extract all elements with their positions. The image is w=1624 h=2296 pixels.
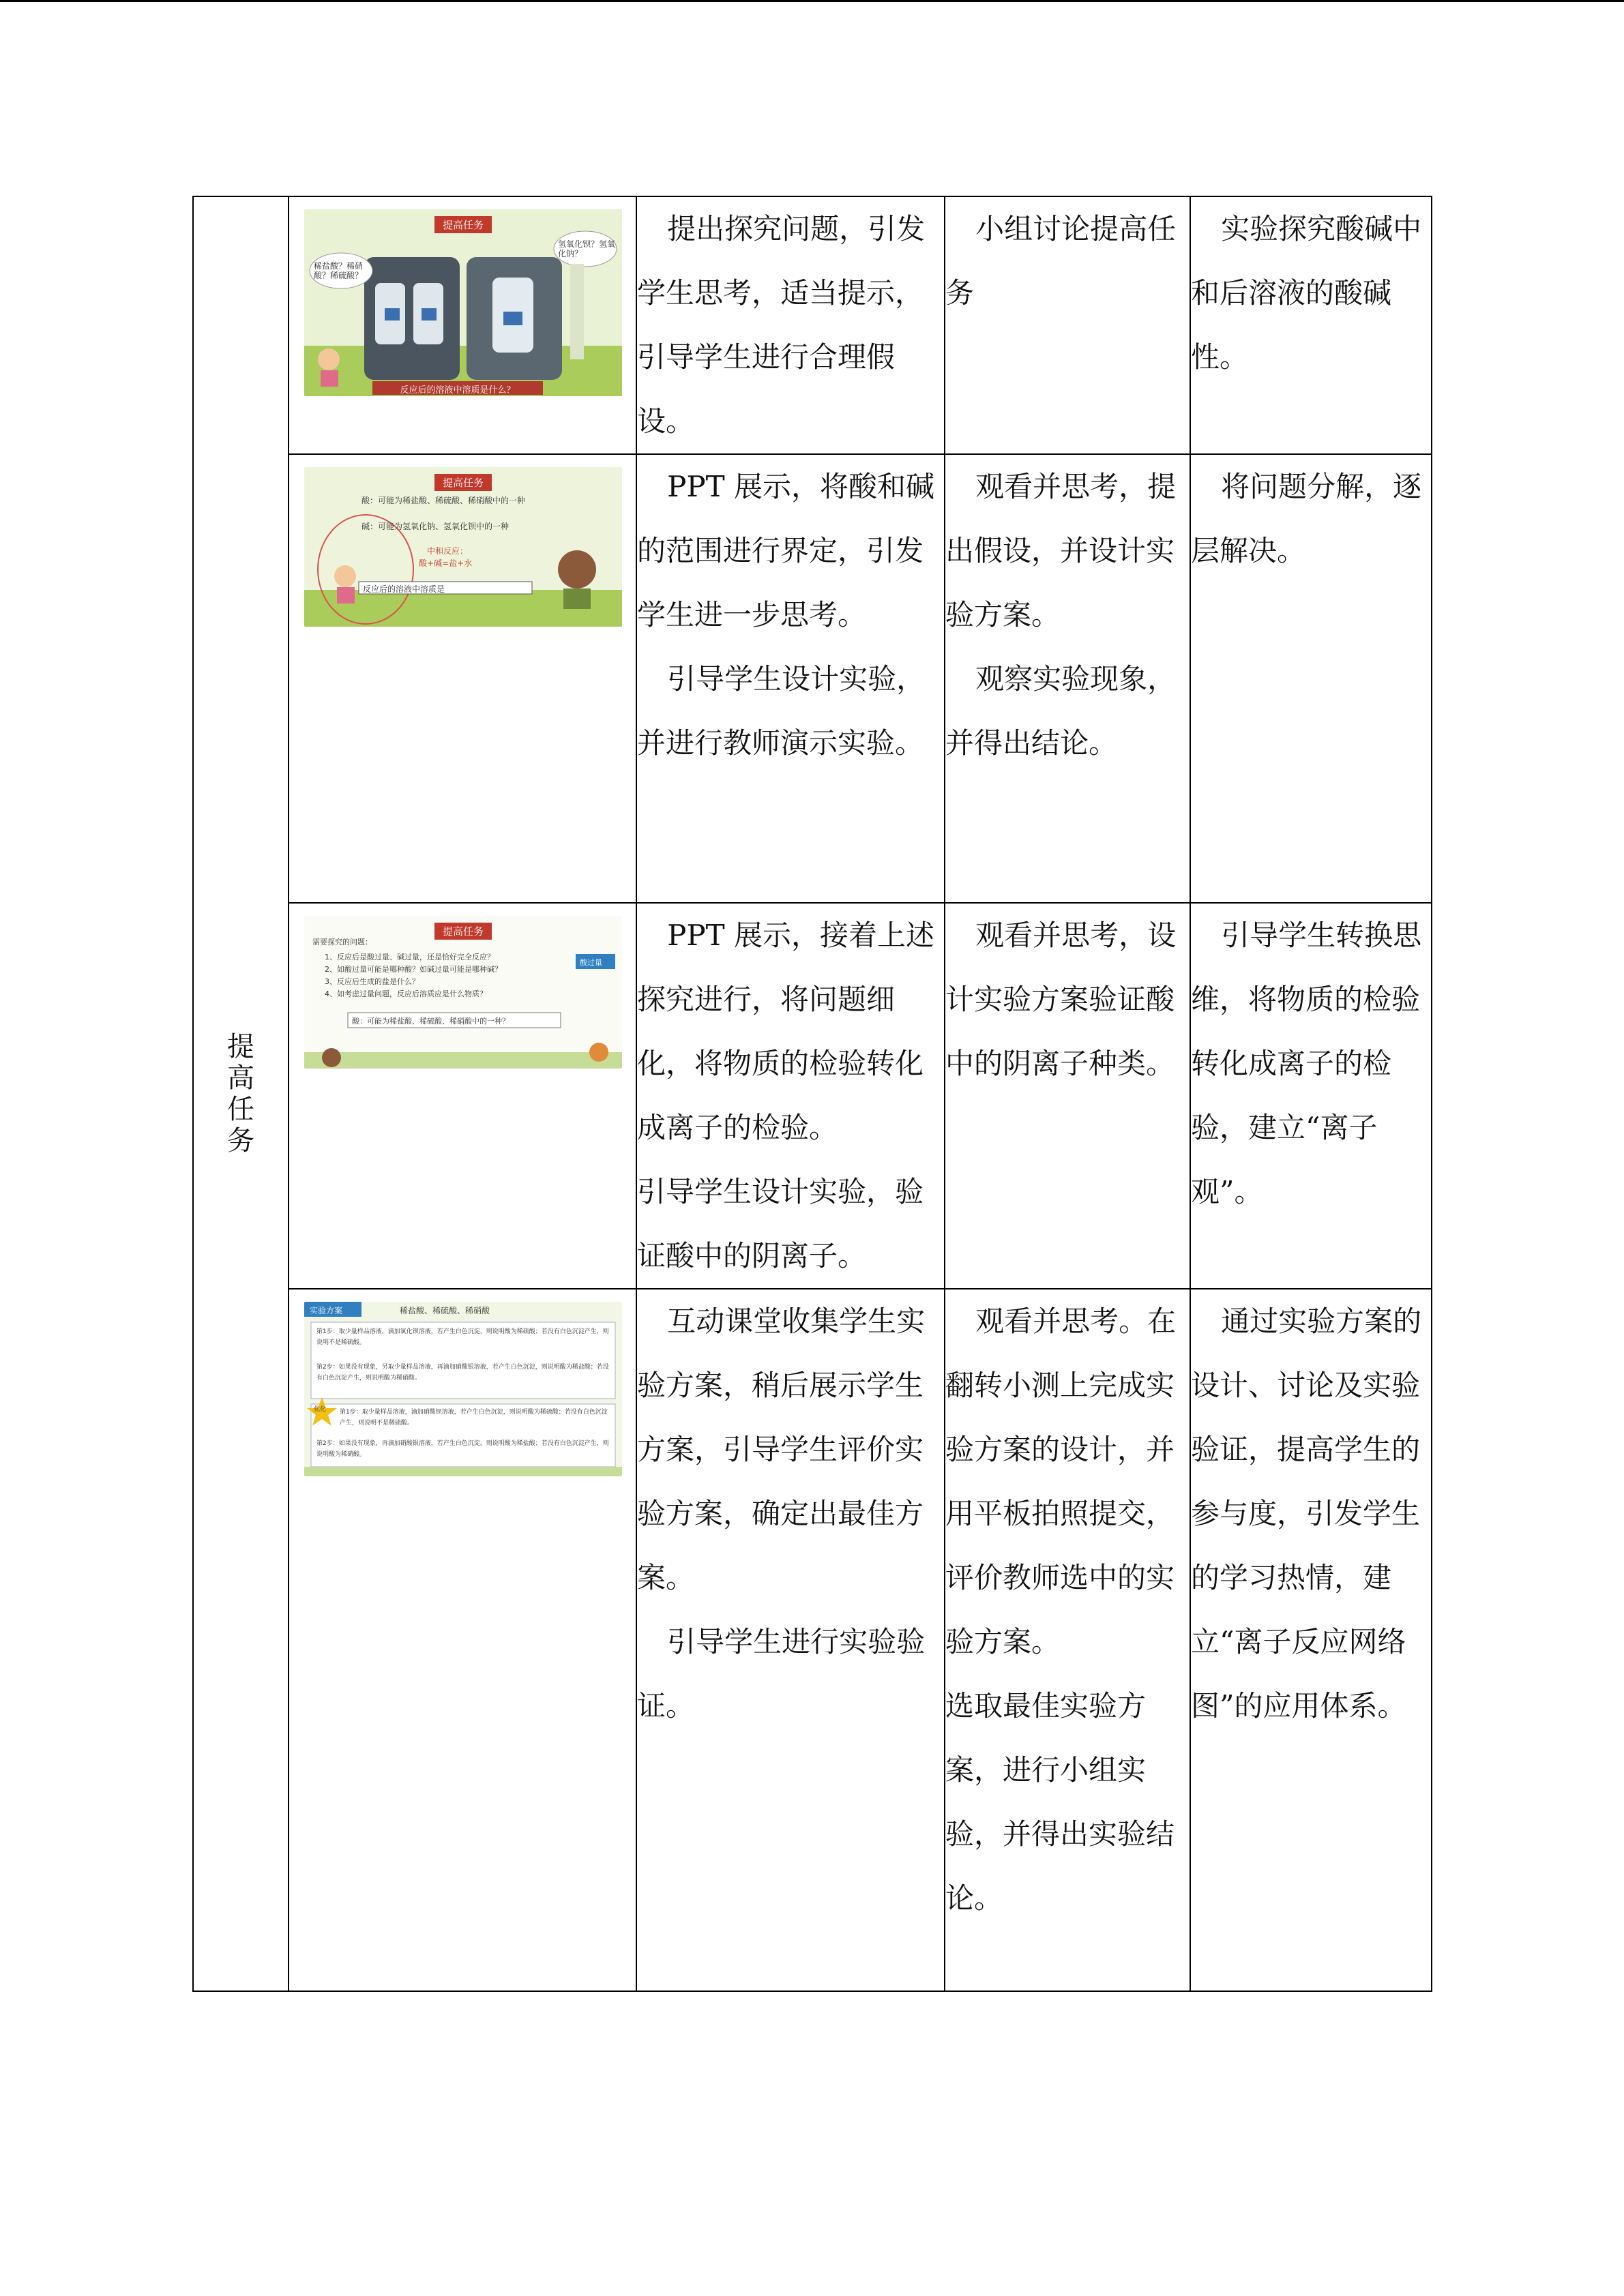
slide-line: 碱：可能为氢氧化钠、氢氧化钡中的一种 <box>361 522 510 531</box>
design-intent-cell <box>1190 1289 1432 1991</box>
slide-badge: 酸过量 <box>580 958 602 967</box>
student-activity-text: 观看并思考，提出假设，并设计实验方案。 <box>945 470 1177 631</box>
teacher-activity-cell <box>636 1289 945 1991</box>
slide-cell <box>289 454 636 903</box>
design-intent-text: 通过实验方案的设计、讨论及实验验证，提高学生的参与度，引发学生的学习热情，建立“离子反应网络图”的应用体系。 <box>1191 1304 1422 1723</box>
slide-title: 提高任务 <box>434 923 492 940</box>
student-activity-text: 观看并思考，设计实验方案验证酸中的阴离子种类。 <box>945 919 1177 1080</box>
student-activity-text: 选取最佳实验方案，进行小组实验，并得出实验结论。 <box>945 1689 1175 1915</box>
slide-step: 第2步：如果没有现象，另取少量样品溶液，再滴加硝酸银溶液，若产生白色沉淀，则说明酸为稀盐酸；若没有白色沉淀产生，则说明酸为稀硝酸。 <box>316 1364 609 1382</box>
student-activity-cell <box>945 903 1190 1289</box>
slide-1-art <box>304 209 622 396</box>
slide-footer: 反应后的溶液中溶质是什么？ <box>400 385 516 396</box>
slide-thumbnail-3 <box>304 916 622 1069</box>
student-activity-cell <box>945 454 1190 903</box>
teacher-activity-text: 引导学生进行实验验证。 <box>637 1625 926 1723</box>
slide-thumbnail-4 <box>304 1302 622 1476</box>
slide-footer: 反应后的溶液中溶质是 <box>363 584 445 594</box>
teacher-activity-text: 引导学生设计实验，验证酸中的阴离子。 <box>637 1175 924 1272</box>
design-intent-cell <box>1190 196 1432 454</box>
stage-label: 提高任务 <box>227 1031 254 1157</box>
slide-bubble-left: 稀盐酸？稀硝酸？稀硫酸？ <box>314 261 364 280</box>
slide-line: 中和反应： <box>427 546 469 556</box>
design-intent-text: 将问题分解，逐层解决。 <box>1191 470 1422 567</box>
teacher-activity-text: 引导学生设计实验，并进行教师演示实验。 <box>637 662 926 760</box>
slide-bubble-right: 氢氧化钡？氢氧化钠？ <box>558 239 616 258</box>
slide-cell <box>289 1289 636 1991</box>
teacher-activity-cell <box>636 454 945 903</box>
lesson-table <box>192 196 1432 1992</box>
teacher-activity-cell <box>636 903 945 1289</box>
slide-thumbnail-1 <box>304 209 622 396</box>
slide-tag: 实验方案 <box>310 1306 343 1315</box>
student-activity-text: 观察实验现象，并得出结论。 <box>945 662 1177 760</box>
page-top-rule <box>0 0 1624 2</box>
student-activity-text: 观看并思考。在翻转小测上完成实验方案的设计，并用平板拍照提交，评价教师选中的实验方案。 <box>945 1304 1177 1658</box>
design-intent-cell <box>1190 903 1432 1289</box>
slide-line: 酸：可能为稀盐酸、稀硫酸、稀硝酸中的一种 <box>361 496 526 505</box>
slide-step: 第1步：取少量样品溶液，滴加硝酸钡溶液，若产生白色沉淀，则说明酸为稀硫酸；若没有白色沉淀产生，则说明不是稀硫酸。 <box>340 1409 608 1427</box>
slide-star: 优化 <box>314 1406 327 1413</box>
slide-cell <box>289 903 636 1289</box>
slide-question: 4、如考虑过量问题，反应后溶质应是什么物质？ <box>325 989 487 998</box>
table-row <box>193 1289 1432 1991</box>
slide-cell <box>289 196 636 454</box>
slide-question: 2、如酸过量可能是哪种酸？如碱过量可能是哪种碱？ <box>325 965 502 974</box>
slide-heading: 需要探究的问题： <box>312 938 372 946</box>
student-activity-cell <box>945 196 1190 454</box>
teacher-activity-text: PPT 展示，将酸和碱的范围进行界定，引发学生进一步思考。 <box>637 470 934 631</box>
slide-box: 酸：可能为稀盐酸、稀硫酸、稀硝酸中的一种？ <box>352 1017 510 1026</box>
slide-title: 提高任务 <box>434 474 492 491</box>
teacher-activity-text: PPT 展示，接着上述探究进行，将问题细化，将物质的检验转化成离子的检验。 <box>637 919 934 1144</box>
stage-cell <box>193 196 289 1991</box>
design-intent-cell <box>1190 454 1432 903</box>
slide-question: 1、反应后是酸过量、碱过量，还是恰好完全反应？ <box>325 953 494 961</box>
slide-step: 第2步：如果没有现象，再滴加硝酸银溶液，若产生白色沉淀，则说明酸为稀盐酸；若没有白色沉淀产生，则说明酸为稀硝酸。 <box>316 1440 609 1458</box>
table-row <box>193 454 1432 903</box>
teacher-activity-text: 互动课堂收集学生实验方案，稍后展示学生方案，引导学生评价实验方案，确定出最佳方案。 <box>637 1304 926 1594</box>
student-activity-text: 小组讨论提高任务 <box>945 212 1177 310</box>
slide-question: 3、反应后生成的盐是什么？ <box>325 977 419 986</box>
slide-header: 稀盐酸、稀硫酸、稀硝酸 <box>400 1306 490 1315</box>
slide-step: 第1步：取少量样品溶液，滴加氯化钡溶液，若产生白色沉淀，则说明酸为稀硫酸；若没有白色沉淀产生，则说明不是稀硫酸。 <box>316 1328 609 1346</box>
slide-title: 提高任务 <box>434 216 492 233</box>
table-row <box>193 903 1432 1289</box>
design-intent-text: 引导学生转换思维，将物质的检验转化成离子的检验，建立“离子观”。 <box>1191 919 1422 1208</box>
student-activity-cell <box>945 1289 1190 1991</box>
table-row <box>193 196 1432 454</box>
teacher-activity-cell <box>636 196 945 454</box>
teacher-activity-text: 提出探究问题，引发学生思考，适当提示，引导学生进行合理假设。 <box>637 212 926 438</box>
slide-line: 酸+碱=盐+水 <box>419 558 473 568</box>
design-intent-text: 实验探究酸碱中和后溶液的酸碱性。 <box>1191 212 1422 374</box>
slide-thumbnail-2 <box>304 467 622 627</box>
